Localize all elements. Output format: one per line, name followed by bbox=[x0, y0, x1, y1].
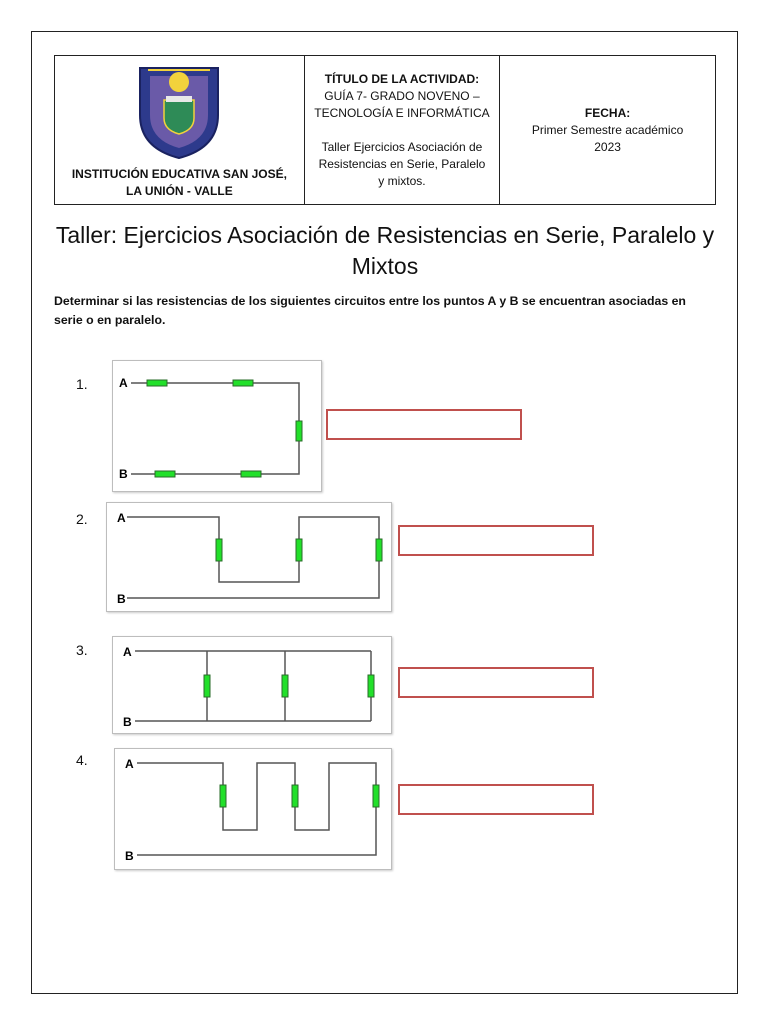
instructions bbox=[54, 292, 724, 330]
circuit-3-svg bbox=[113, 637, 391, 733]
date-line1: Primer Semestre académico bbox=[531, 122, 684, 137]
circuit-2-svg bbox=[107, 503, 391, 611]
exercise-number: 1. bbox=[76, 376, 88, 392]
exercise-number: 2. bbox=[76, 511, 88, 527]
node-b-label: B bbox=[123, 715, 132, 729]
answer-box-3[interactable] bbox=[398, 667, 594, 698]
header-table bbox=[54, 55, 716, 205]
node-b-label: B bbox=[119, 467, 128, 481]
node-a-label: A bbox=[123, 645, 132, 659]
school-name-line2: LA UNIÓN - VALLE bbox=[126, 184, 233, 198]
activity-cell bbox=[304, 56, 499, 205]
circuit-diagram-2 bbox=[106, 502, 392, 612]
exercise-number: 4. bbox=[76, 752, 88, 768]
instruction-line1: Determinar si las resistencias de los siguientes circuitos entre los puntos A y B se encuentran asociadas en bbox=[54, 294, 686, 308]
school-name-line1: INSTITUCIÓN EDUCATIVA SAN JOSÉ, bbox=[71, 167, 287, 181]
title-line2: Mixtos bbox=[351, 253, 419, 279]
answer-box-4[interactable] bbox=[398, 784, 594, 815]
circuit-diagram-1 bbox=[112, 360, 322, 492]
date-line2: 2023 bbox=[594, 139, 621, 154]
school-cell bbox=[55, 56, 305, 205]
title-line1: Taller: Ejercicios Asociación de Resistencias en Serie, Paralelo y bbox=[55, 222, 715, 248]
activity-label: TÍTULO DE LA ACTIVIDAD: bbox=[324, 71, 480, 86]
school-crest-logo bbox=[134, 60, 224, 160]
node-b-label: B bbox=[125, 849, 134, 863]
answer-box-1[interactable] bbox=[326, 409, 522, 440]
node-b-label: B bbox=[117, 592, 126, 606]
circuit-1-svg bbox=[113, 361, 321, 491]
node-a-label: A bbox=[117, 511, 126, 525]
workshop-line3: y mixtos. bbox=[378, 173, 426, 188]
circuit-4-svg bbox=[115, 749, 391, 869]
guide-line2: TECNOLOGÍA E INFORMÁTICA bbox=[314, 105, 490, 120]
circuit-diagram-3 bbox=[112, 636, 392, 734]
date-cell bbox=[500, 56, 716, 205]
exercise-number: 3. bbox=[76, 642, 88, 658]
date-label: FECHA: bbox=[584, 105, 631, 120]
node-a-label: A bbox=[119, 376, 128, 390]
node-a-label: A bbox=[125, 757, 134, 771]
workshop-line1: Taller Ejercicios Asociación de bbox=[321, 139, 483, 154]
circuit-diagram-4 bbox=[114, 748, 392, 870]
instruction-line2: serie o en paralelo. bbox=[54, 313, 166, 327]
guide-line1: GUÍA 7- GRADO NOVENO – bbox=[324, 88, 480, 103]
answer-box-2[interactable] bbox=[398, 525, 594, 556]
workshop-line2: Resistencias en Serie, Paralelo bbox=[318, 156, 486, 171]
page-title bbox=[40, 220, 730, 282]
